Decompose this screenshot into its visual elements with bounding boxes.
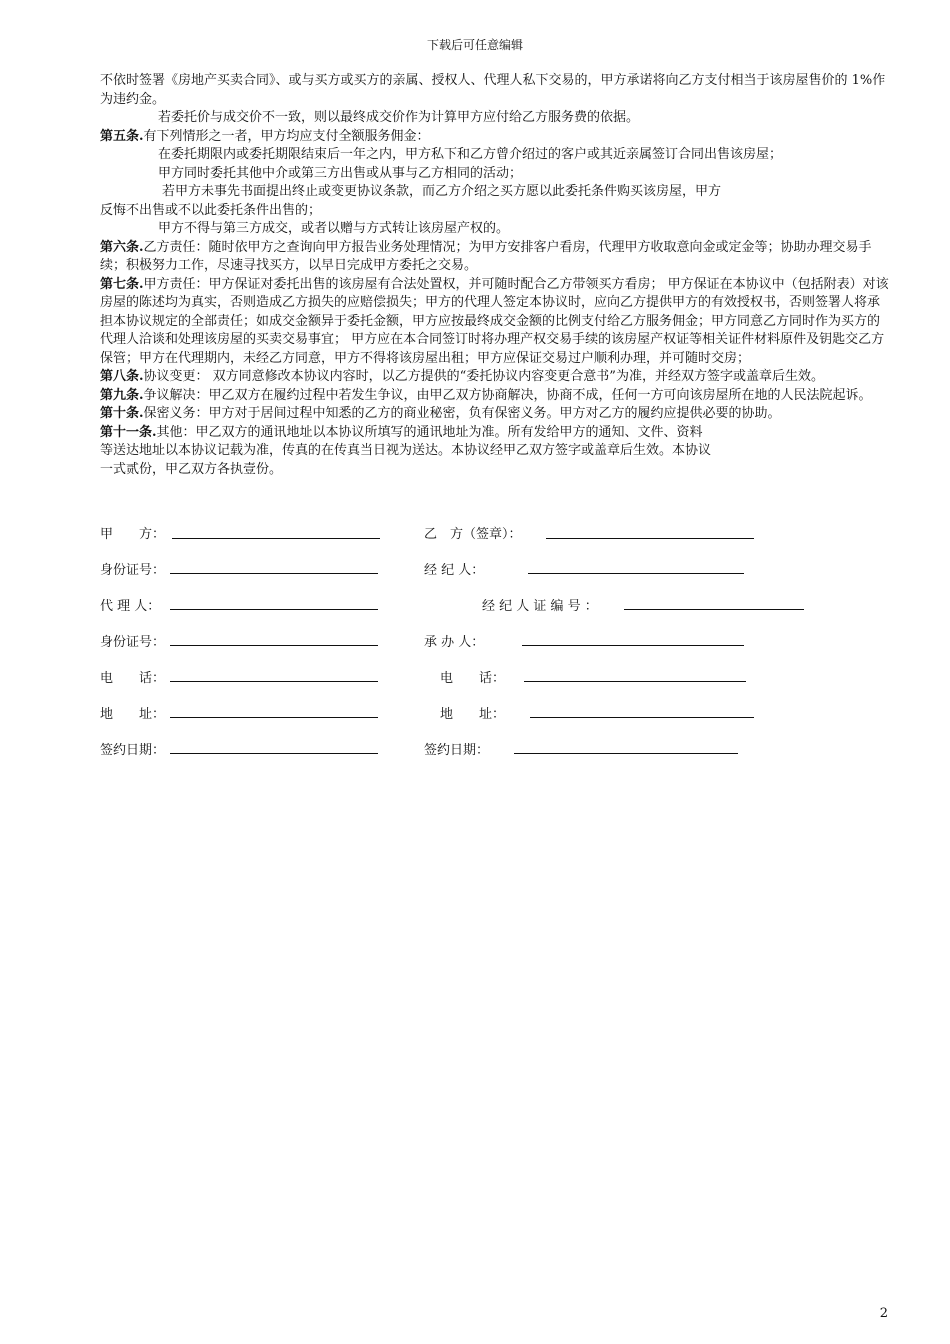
contract-body [100,72,892,479]
handler-field[interactable] [522,645,744,646]
party-a-label: 甲 方： [100,527,166,542]
article-6-label: 第六条. [100,239,144,255]
article-7-label: 第七条. [100,276,144,292]
article-11 [100,424,892,443]
clause-penalty: 不依时签署《房地产买卖合同》、或与买方或买方的亲属、授权人、代理人私下交易的，甲方承诺将向乙方支付相当于该房屋售价的 1%作为违约金。 [100,73,886,107]
party-b-field[interactable] [546,538,754,539]
article-10-text: 保密义务：甲方对于居间过程中知悉的乙方的商业秘密，负有保密义务。甲方对乙方的履约应提供必要的协助。 [143,406,781,421]
article-6-text: 乙方责任：随时依甲方之查询向甲方报告业务处理情况；为甲方安排客户看房，代理甲方收取意向金或定金等；协助办理交易手续；积极努力工作，尽速寻找买方，以早日完成甲方委托之交易。 [100,239,872,273]
article-5-item-4: 甲方不得与第三方成交，或者以赠与方式转让该房屋产权的。 [158,221,510,236]
phone-b-label: 电 话： [440,671,506,686]
article-11-text-c: 一式贰份，甲乙双方各执壹份。 [100,461,283,477]
address-a-label: 地 址： [100,707,166,722]
article-9-text: 争议解决：甲乙双方在履约过程中若发生争议，由甲乙双方协商解决，协商不成，任何一方可向该房屋所在地的人民法院起诉。 [143,387,872,403]
agent-cert-field[interactable] [624,609,804,610]
address-b-label: 地 址： [440,707,506,722]
proxy-field[interactable] [170,609,378,610]
party-a-field[interactable] [172,538,380,539]
article-5-item-3b: 反悔不出售或不以此委托条件出售的； [100,202,322,218]
agent-field[interactable] [528,573,744,574]
article-5-label: 第五条. [100,128,144,144]
phone-a-label: 电 话： [100,671,166,686]
article-11-text-b: 等送达地址以本协议记载为准，传真的在传真当日视为送达。本协议经甲乙双方签字或盖章后生效。本协议 [100,443,712,458]
sign-date-a-field[interactable] [170,753,378,754]
page-number: 2 [879,1306,888,1321]
phone-b-field[interactable] [524,681,746,682]
id-number-a-label: 身份证号： [100,563,166,578]
article-7 [100,276,892,369]
article-6 [100,239,892,276]
article-7-text: 甲方责任：甲方保证对委托出售的该房屋有合法处置权，并可随时配合乙方带领买方看房； 甲方保证在本协议中（包括附表）对该房屋的陈述均为真实，否则造成乙方损失的应赔偿损失；甲方的代理人签定本协议时，应向乙方提供甲方的有效授权书，否则签署人将承担本协议规定的全部责任；如成交金额异于委托金额，甲方应按最终成交金额的比例支付给乙方服务佣金；甲方同意乙方同时作为买方的代理人洽谈和处理该房屋的买卖交易事宜； 甲方应在本合同签订时将办理产权交易手续的该房屋产权证等相关证件材料原件及钥匙交乙方保管；甲方在代理期内，未经乙方同意，甲方不得将该房屋出租；甲方应保证交易过户顺利办理，并可随时交房； [100,276,889,366]
article-8 [100,368,892,387]
sign-date-b-label: 签约日期： [424,743,490,758]
article-9 [100,387,892,406]
page-header: 下载后可任意编辑 [426,38,523,52]
agent-cert-label: 经 纪 人 证 编 号 ： [482,599,598,614]
handler-label: 承 办 人： [424,635,485,650]
sign-date-b-field[interactable] [514,753,738,754]
party-b-label: 乙 方（签章）： [424,527,522,542]
article-9-label: 第九条. [100,387,144,403]
article-5-item-1: 在委托期限内或委托期限结束后一年之内，甲方私下和乙方曾介绍过的客户或其近亲属签订合同出售该房屋； [158,147,783,162]
id-number-b-label: 身份证号： [100,635,166,650]
id-number-b-field[interactable] [170,645,378,646]
article-10 [100,405,892,424]
address-a-field[interactable] [170,717,378,718]
article-5-item-2: 甲方同时委托其他中介或第三方出售或从事与乙方相同的活动； [158,165,523,181]
article-10-label: 第十条. [100,406,144,421]
article-5-text: 有下列情形之一者，甲方均应支付全额服务佣金： [143,128,430,144]
id-number-a-field[interactable] [170,573,378,574]
agent-label: 经 纪 人： [424,563,485,578]
article-5-item-3a: 若甲方未事先书面提出终止或变更协议条款，而乙方介绍之买方愿以此委托条件购买该房屋，甲方 [162,184,722,199]
article-11-label: 第十一条. [100,424,157,440]
clause-price-basis: 若委托价与成交价不一致，则以最终成交价作为计算甲方应付给乙方服务费的依据。 [158,110,640,125]
article-8-label: 第八条. [100,369,144,384]
article-8-text: 协议变更： 双方同意修改本协议内容时，以乙方提供的“委托协议内容变更合意书”为准，并经双方签字或盖章后生效。 [143,369,824,384]
phone-a-field[interactable] [170,681,378,682]
address-b-field[interactable] [530,717,754,718]
proxy-label: 代 理 人： [100,599,161,614]
article-5 [100,128,892,147]
article-11-text-a: 其他：甲乙双方的通讯地址以本协议所填写的通讯地址为准。所有发给甲方的通知、文件、资料 [156,424,703,440]
sign-date-a-label: 签约日期： [100,743,166,758]
